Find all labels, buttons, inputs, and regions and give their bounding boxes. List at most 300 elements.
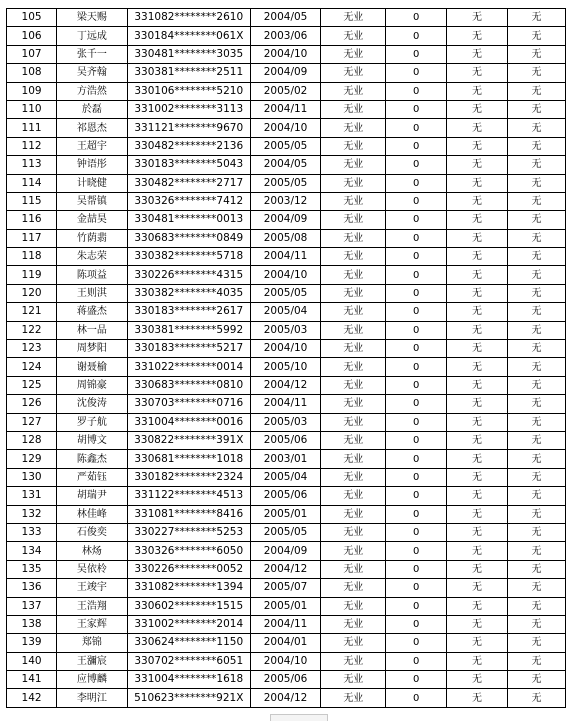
cell-birth-date: 2004/10 [250,266,320,284]
cell-number: 116 [7,211,57,229]
cell-id-number: 330624********1150 [127,634,250,652]
cell-count: 0 [386,100,447,118]
cell-status-b: 无 [507,413,565,431]
cell-birth-date: 2004/10 [250,652,320,670]
cell-occupation: 无业 [321,450,386,468]
cell-number: 113 [7,156,57,174]
cell-number: 138 [7,615,57,633]
cell-status-a: 无 [447,266,508,284]
cell-id-number: 510623********921X [127,689,250,707]
cell-status-b: 无 [507,634,565,652]
cell-status-a: 无 [447,64,508,82]
table-row [7,192,566,210]
cell-status-b: 无 [507,266,565,284]
cell-name: 王浩翔 [57,597,128,615]
roster-sheet [6,8,566,708]
cell-number: 137 [7,597,57,615]
cell-id-number: 330481********3035 [127,45,250,63]
cell-status-b: 无 [507,505,565,523]
cell-name: 胡博文 [57,431,128,449]
cell-status-b: 无 [507,395,565,413]
cell-id-number: 330681********1018 [127,450,250,468]
cell-status-b: 无 [507,284,565,302]
cell-status-b: 无 [507,229,565,247]
cell-birth-date: 2005/03 [250,413,320,431]
table-row [7,9,566,27]
cell-number: 114 [7,174,57,192]
cell-count: 0 [386,395,447,413]
cell-count: 0 [386,64,447,82]
cell-status-b: 无 [507,376,565,394]
cell-id-number: 331002********3113 [127,100,250,118]
cell-occupation: 无业 [321,137,386,155]
cell-name: 严茹钰 [57,468,128,486]
cell-count: 0 [386,597,447,615]
cell-count: 0 [386,192,447,210]
cell-name: 郑锦 [57,634,128,652]
cell-number: 105 [7,9,57,27]
cell-name: 谢聂榆 [57,358,128,376]
cell-number: 115 [7,192,57,210]
cell-count: 0 [386,376,447,394]
cell-occupation: 无业 [321,505,386,523]
cell-count: 0 [386,358,447,376]
cell-id-number: 330683********0810 [127,376,250,394]
cell-count: 0 [386,523,447,541]
cell-count: 0 [386,229,447,247]
cell-occupation: 无业 [321,82,386,100]
cell-id-number: 330183********5043 [127,156,250,174]
cell-status-a: 无 [447,395,508,413]
cell-status-b: 无 [507,358,565,376]
cell-status-a: 无 [447,27,508,45]
cell-occupation: 无业 [321,597,386,615]
cell-status-a: 无 [447,156,508,174]
cell-number: 130 [7,468,57,486]
cell-id-number: 330482********2717 [127,174,250,192]
cell-number: 120 [7,284,57,302]
cell-birth-date: 2003/01 [250,450,320,468]
cell-status-b: 无 [507,468,565,486]
cell-name: 祁恩杰 [57,119,128,137]
cell-status-a: 无 [447,542,508,560]
cell-status-a: 无 [447,579,508,597]
cell-count: 0 [386,156,447,174]
cell-number: 121 [7,303,57,321]
cell-number: 129 [7,450,57,468]
cell-status-b: 无 [507,450,565,468]
cell-birth-date: 2005/01 [250,505,320,523]
cell-name: 钟语彤 [57,156,128,174]
cell-status-a: 无 [447,450,508,468]
cell-occupation: 无业 [321,523,386,541]
cell-occupation: 无业 [321,689,386,707]
cell-number: 108 [7,64,57,82]
cell-id-number: 330227********5253 [127,523,250,541]
cell-number: 135 [7,560,57,578]
cell-occupation: 无业 [321,229,386,247]
cell-birth-date: 2005/10 [250,358,320,376]
cell-status-a: 无 [447,119,508,137]
cell-id-number: 330326********7412 [127,192,250,210]
cell-status-a: 无 [447,82,508,100]
cell-status-a: 无 [447,468,508,486]
cell-number: 118 [7,248,57,266]
table-row [7,156,566,174]
cell-number: 141 [7,671,57,689]
cell-status-a: 无 [447,340,508,358]
cell-name: 林一品 [57,321,128,339]
cell-status-b: 无 [507,615,565,633]
cell-id-number: 331082********2610 [127,9,250,27]
table-row [7,652,566,670]
cell-name: 林炀 [57,542,128,560]
cell-birth-date: 2005/04 [250,303,320,321]
cell-id-number: 330382********4035 [127,284,250,302]
cell-status-a: 无 [447,321,508,339]
table-row [7,413,566,431]
cell-status-a: 无 [447,284,508,302]
cell-status-b: 无 [507,192,565,210]
cell-name: 王竣宇 [57,579,128,597]
cell-status-a: 无 [447,229,508,247]
table-row [7,174,566,192]
cell-name: 王超宇 [57,137,128,155]
cell-number: 109 [7,82,57,100]
cell-birth-date: 2003/06 [250,27,320,45]
cell-count: 0 [386,284,447,302]
cell-name: 陈鑫杰 [57,450,128,468]
cell-id-number: 330481********0013 [127,211,250,229]
cell-status-a: 无 [447,431,508,449]
cell-birth-date: 2005/04 [250,468,320,486]
cell-status-b: 无 [507,560,565,578]
cell-status-a: 无 [447,505,508,523]
cell-count: 0 [386,431,447,449]
cell-name: 王家辉 [57,615,128,633]
cell-id-number: 331004********0016 [127,413,250,431]
cell-id-number: 331022********0014 [127,358,250,376]
cell-name: 吴帮镇 [57,192,128,210]
cell-occupation: 无业 [321,321,386,339]
cell-occupation: 无业 [321,211,386,229]
cell-number: 111 [7,119,57,137]
cell-occupation: 无业 [321,468,386,486]
cell-occupation: 无业 [321,634,386,652]
cell-status-b: 无 [507,9,565,27]
cell-birth-date: 2005/06 [250,431,320,449]
cell-status-a: 无 [447,634,508,652]
cell-birth-date: 2005/07 [250,579,320,597]
cell-count: 0 [386,542,447,560]
cell-number: 127 [7,413,57,431]
cell-name: 罗子航 [57,413,128,431]
cell-name: 方浩然 [57,82,128,100]
cell-status-b: 无 [507,64,565,82]
cell-name: 丁远成 [57,27,128,45]
cell-status-b: 无 [507,303,565,321]
cell-birth-date: 2004/12 [250,376,320,394]
table-row [7,671,566,689]
cell-id-number: 330226********4315 [127,266,250,284]
table-row [7,100,566,118]
cell-occupation: 无业 [321,340,386,358]
cell-id-number: 330703********0716 [127,395,250,413]
cell-birth-date: 2004/09 [250,64,320,82]
cell-birth-date: 2003/12 [250,192,320,210]
table-row [7,82,566,100]
cell-name: 竹荫翡 [57,229,128,247]
cell-count: 0 [386,487,447,505]
cell-number: 128 [7,431,57,449]
cell-name: 沈俊涛 [57,395,128,413]
cell-status-b: 无 [507,579,565,597]
cell-number: 112 [7,137,57,155]
cell-number: 142 [7,689,57,707]
cell-name: 周梦阳 [57,340,128,358]
cell-birth-date: 2004/05 [250,156,320,174]
cell-id-number: 331121********9670 [127,119,250,137]
table-row [7,523,566,541]
cell-status-a: 无 [447,560,508,578]
cell-count: 0 [386,137,447,155]
cell-birth-date: 2004/11 [250,395,320,413]
cell-status-a: 无 [447,45,508,63]
cell-number: 125 [7,376,57,394]
cell-occupation: 无业 [321,358,386,376]
cell-status-a: 无 [447,487,508,505]
cell-number: 107 [7,45,57,63]
cell-occupation: 无业 [321,9,386,27]
cell-count: 0 [386,579,447,597]
cell-name: 吴齐翰 [57,64,128,82]
cell-status-b: 无 [507,523,565,541]
cell-status-a: 无 [447,413,508,431]
table-row [7,211,566,229]
table-row [7,615,566,633]
cell-occupation: 无业 [321,579,386,597]
cell-id-number: 330602********1515 [127,597,250,615]
table-row [7,64,566,82]
cell-id-number: 331122********4513 [127,487,250,505]
table-row [7,579,566,597]
cell-id-number: 330182********2324 [127,468,250,486]
cell-birth-date: 2005/06 [250,487,320,505]
cell-occupation: 无业 [321,615,386,633]
cell-name: 吴依柃 [57,560,128,578]
cell-status-a: 无 [447,100,508,118]
cell-id-number: 330381********2511 [127,64,250,82]
cell-birth-date: 2005/05 [250,284,320,302]
cell-birth-date: 2004/11 [250,100,320,118]
table-row [7,689,566,707]
cell-occupation: 无业 [321,284,386,302]
table-row [7,119,566,137]
cell-count: 0 [386,505,447,523]
cell-name: 梁天赐 [57,9,128,27]
cell-birth-date: 2005/06 [250,671,320,689]
cell-id-number: 330184********061X [127,27,250,45]
table-row [7,431,566,449]
cell-occupation: 无业 [321,652,386,670]
cell-status-b: 无 [507,671,565,689]
table-row [7,542,566,560]
cell-count: 0 [386,468,447,486]
page-tab-indicator[interactable] [270,714,328,721]
cell-status-b: 无 [507,248,565,266]
cell-name: 朱志荣 [57,248,128,266]
table-row [7,468,566,486]
cell-occupation: 无业 [321,174,386,192]
cell-occupation: 无业 [321,376,386,394]
roster-table [6,8,566,708]
cell-id-number: 330381********5992 [127,321,250,339]
cell-status-a: 无 [447,671,508,689]
cell-occupation: 无业 [321,119,386,137]
cell-id-number: 331081********8416 [127,505,250,523]
cell-count: 0 [386,340,447,358]
cell-status-b: 无 [507,82,565,100]
table-row [7,376,566,394]
cell-birth-date: 2004/10 [250,340,320,358]
cell-status-b: 无 [507,45,565,63]
cell-status-b: 无 [507,156,565,174]
cell-id-number: 330482********2136 [127,137,250,155]
cell-count: 0 [386,321,447,339]
cell-status-a: 无 [447,597,508,615]
table-row [7,137,566,155]
cell-status-b: 无 [507,542,565,560]
cell-occupation: 无业 [321,192,386,210]
cell-birth-date: 2005/01 [250,597,320,615]
cell-name: 石俊奕 [57,523,128,541]
cell-status-b: 无 [507,100,565,118]
table-row [7,284,566,302]
cell-status-a: 无 [447,523,508,541]
cell-occupation: 无业 [321,27,386,45]
cell-status-a: 无 [447,211,508,229]
cell-status-b: 无 [507,211,565,229]
cell-name: 王则淇 [57,284,128,302]
cell-status-a: 无 [447,303,508,321]
cell-number: 131 [7,487,57,505]
cell-birth-date: 2004/12 [250,689,320,707]
cell-count: 0 [386,248,447,266]
cell-name: 张千一 [57,45,128,63]
cell-id-number: 331082********1394 [127,579,250,597]
cell-occupation: 无业 [321,542,386,560]
cell-name: 周锦豪 [57,376,128,394]
table-row [7,266,566,284]
cell-name: 应博麟 [57,671,128,689]
cell-count: 0 [386,652,447,670]
cell-occupation: 无业 [321,45,386,63]
cell-count: 0 [386,671,447,689]
roster-table-body [7,9,566,708]
cell-status-a: 无 [447,137,508,155]
cell-birth-date: 2005/05 [250,523,320,541]
cell-status-a: 无 [447,689,508,707]
cell-name: 李明江 [57,689,128,707]
cell-number: 140 [7,652,57,670]
cell-name: 於磊 [57,100,128,118]
cell-number: 123 [7,340,57,358]
cell-birth-date: 2005/08 [250,229,320,247]
cell-count: 0 [386,303,447,321]
cell-id-number: 330106********5210 [127,82,250,100]
cell-occupation: 无业 [321,487,386,505]
table-row [7,340,566,358]
cell-number: 139 [7,634,57,652]
cell-id-number: 331002********2014 [127,615,250,633]
cell-number: 133 [7,523,57,541]
table-row [7,560,566,578]
cell-number: 126 [7,395,57,413]
cell-name: 蒋盛杰 [57,303,128,321]
cell-id-number: 330382********5718 [127,248,250,266]
cell-count: 0 [386,560,447,578]
cell-id-number: 330326********6050 [127,542,250,560]
cell-count: 0 [386,27,447,45]
cell-status-b: 无 [507,321,565,339]
cell-number: 124 [7,358,57,376]
cell-birth-date: 2004/11 [250,248,320,266]
table-row [7,303,566,321]
cell-birth-date: 2004/12 [250,560,320,578]
cell-status-b: 无 [507,597,565,615]
cell-number: 134 [7,542,57,560]
cell-number: 122 [7,321,57,339]
cell-occupation: 无业 [321,266,386,284]
cell-id-number: 330226********0052 [127,560,250,578]
cell-number: 110 [7,100,57,118]
cell-count: 0 [386,9,447,27]
cell-birth-date: 2004/10 [250,45,320,63]
cell-status-a: 无 [447,358,508,376]
cell-status-b: 无 [507,119,565,137]
cell-birth-date: 2004/05 [250,9,320,27]
cell-status-b: 无 [507,137,565,155]
cell-count: 0 [386,45,447,63]
cell-number: 119 [7,266,57,284]
table-row [7,248,566,266]
cell-occupation: 无业 [321,560,386,578]
cell-status-a: 无 [447,652,508,670]
cell-number: 132 [7,505,57,523]
cell-status-a: 无 [447,174,508,192]
cell-occupation: 无业 [321,156,386,174]
cell-count: 0 [386,615,447,633]
cell-status-b: 无 [507,340,565,358]
cell-id-number: 330702********6051 [127,652,250,670]
cell-status-a: 无 [447,192,508,210]
table-row [7,505,566,523]
cell-count: 0 [386,450,447,468]
cell-name: 金喆昊 [57,211,128,229]
table-row [7,597,566,615]
cell-occupation: 无业 [321,395,386,413]
cell-status-b: 无 [507,689,565,707]
table-row [7,27,566,45]
table-row [7,634,566,652]
cell-id-number: 330683********0849 [127,229,250,247]
cell-number: 106 [7,27,57,45]
cell-name: 王瀰宸 [57,652,128,670]
cell-count: 0 [386,266,447,284]
cell-birth-date: 2005/05 [250,174,320,192]
cell-status-b: 无 [507,174,565,192]
cell-occupation: 无业 [321,431,386,449]
